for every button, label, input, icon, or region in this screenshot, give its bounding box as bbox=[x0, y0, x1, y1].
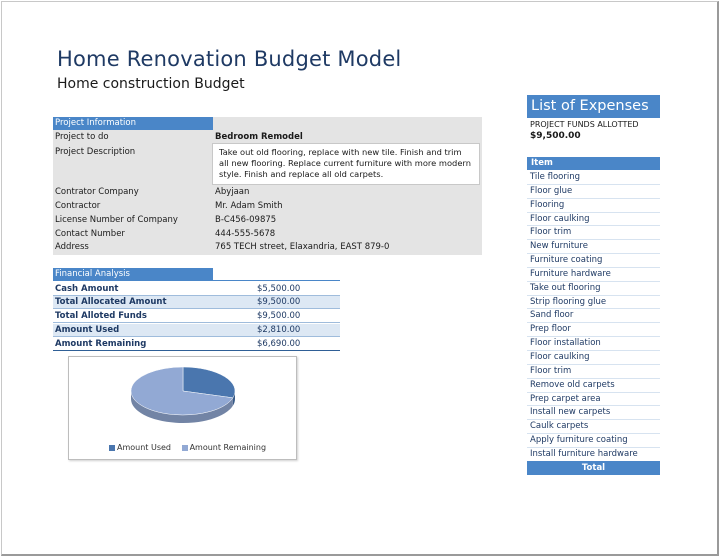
financial-analysis-header: Financial Analysis bbox=[53, 268, 213, 281]
project-to-do-label: Project to do bbox=[55, 132, 109, 142]
list-item[interactable]: Tile flooring bbox=[527, 171, 660, 185]
contact-number-label: Contact Number bbox=[55, 229, 125, 239]
pie-chart[interactable] bbox=[68, 356, 297, 460]
project-description-value[interactable]: Take out old flooring, replace with new tile. Finish and trim all new flooring. Replace current furniture with more modern style. Finish and replace all old carpets. bbox=[212, 143, 480, 185]
list-item[interactable]: Floor trim bbox=[527, 365, 660, 379]
list-item[interactable]: Install furniture hardware bbox=[527, 448, 660, 462]
list-item[interactable]: Install new carpets bbox=[527, 406, 660, 420]
project-to-do-value[interactable]: Bedroom Remodel bbox=[215, 132, 303, 142]
cash-amount-value[interactable]: $5,500.00 bbox=[257, 284, 301, 294]
list-item[interactable]: Floor caulking bbox=[527, 351, 660, 365]
amount-used-label: Amount Used bbox=[55, 325, 120, 335]
amount-remaining-value[interactable]: $6,690.00 bbox=[257, 339, 301, 349]
table-row bbox=[53, 283, 340, 296]
list-item[interactable]: Floor caulking bbox=[527, 213, 660, 227]
amount-used-value[interactable]: $2,810.00 bbox=[257, 325, 301, 335]
project-description-label: Project Description bbox=[55, 147, 136, 157]
address-value[interactable]: 765 TECH street, Elaxandria, EAST 879-0 bbox=[215, 242, 390, 252]
list-item[interactable]: Floor trim bbox=[527, 226, 660, 240]
list-item[interactable]: Flooring bbox=[527, 199, 660, 213]
contractor-company-value[interactable]: Abyjaan bbox=[215, 187, 250, 197]
legend-label-used: Amount Used bbox=[117, 443, 172, 452]
table-row bbox=[53, 296, 340, 309]
list-item[interactable]: Floor installation bbox=[527, 337, 660, 351]
contractor-company-label: Contrator Company bbox=[55, 187, 139, 197]
legend-label-remaining: Amount Remaining bbox=[189, 443, 267, 452]
expense-list bbox=[527, 171, 660, 462]
list-item[interactable]: Caulk carpets bbox=[527, 420, 660, 434]
contractor-label: Contractor bbox=[55, 201, 101, 211]
list-of-expenses-title: List of Expenses bbox=[527, 95, 660, 118]
cash-amount-label: Cash Amount bbox=[55, 284, 119, 294]
list-item[interactable]: Furniture coating bbox=[527, 254, 660, 268]
total-alloted-funds-value[interactable]: $9,500.00 bbox=[257, 311, 301, 321]
total-alloted-funds-label: Total Alloted Funds bbox=[55, 311, 147, 321]
total-allocated-value[interactable]: $9,500.00 bbox=[257, 297, 301, 307]
pie-chart-svg bbox=[69, 357, 296, 442]
list-item[interactable]: Apply furniture coating bbox=[527, 434, 660, 448]
project-information-header: Project Information bbox=[53, 117, 213, 130]
list-item[interactable]: Take out flooring bbox=[527, 282, 660, 296]
total-row: Total bbox=[527, 461, 660, 475]
amount-remaining-label: Amount Remaining bbox=[55, 339, 147, 349]
legend-swatch-used bbox=[109, 445, 115, 451]
table-row bbox=[53, 310, 340, 323]
list-item[interactable]: Remove old carpets bbox=[527, 379, 660, 393]
page-title: Home Renovation Budget Model bbox=[57, 47, 402, 71]
total-allocated-label: Total Allocated Amount bbox=[55, 297, 167, 307]
contact-number-value[interactable]: 444-555-5678 bbox=[215, 229, 276, 239]
list-item[interactable]: Floor glue bbox=[527, 185, 660, 199]
list-item[interactable]: Strip flooring glue bbox=[527, 296, 660, 310]
license-number-value[interactable]: B-C456-09875 bbox=[215, 215, 277, 225]
table-row bbox=[53, 338, 340, 351]
list-item[interactable]: Prep floor bbox=[527, 323, 660, 337]
project-funds-value[interactable]: $9,500.00 bbox=[530, 131, 581, 141]
license-number-label: License Number of Company bbox=[55, 215, 178, 225]
table-row bbox=[53, 324, 340, 337]
legend-item-remaining bbox=[182, 443, 266, 452]
item-column-header: Item bbox=[527, 157, 660, 170]
address-label: Address bbox=[55, 242, 89, 252]
header-divider bbox=[213, 280, 340, 281]
legend-swatch-remaining bbox=[182, 445, 188, 451]
project-funds-label: PROJECT FUNDS ALLOTTED bbox=[530, 120, 639, 129]
chart-legend bbox=[109, 443, 274, 452]
list-item[interactable]: Furniture hardware bbox=[527, 268, 660, 282]
list-item[interactable]: Sand floor bbox=[527, 309, 660, 323]
legend-item-used bbox=[109, 443, 171, 452]
page-subtitle: Home construction Budget bbox=[57, 76, 245, 92]
list-item[interactable]: Prep carpet area bbox=[527, 393, 660, 407]
contractor-value[interactable]: Mr. Adam Smith bbox=[215, 201, 283, 211]
list-item[interactable]: New furniture bbox=[527, 240, 660, 254]
project-information-panel bbox=[53, 117, 482, 255]
